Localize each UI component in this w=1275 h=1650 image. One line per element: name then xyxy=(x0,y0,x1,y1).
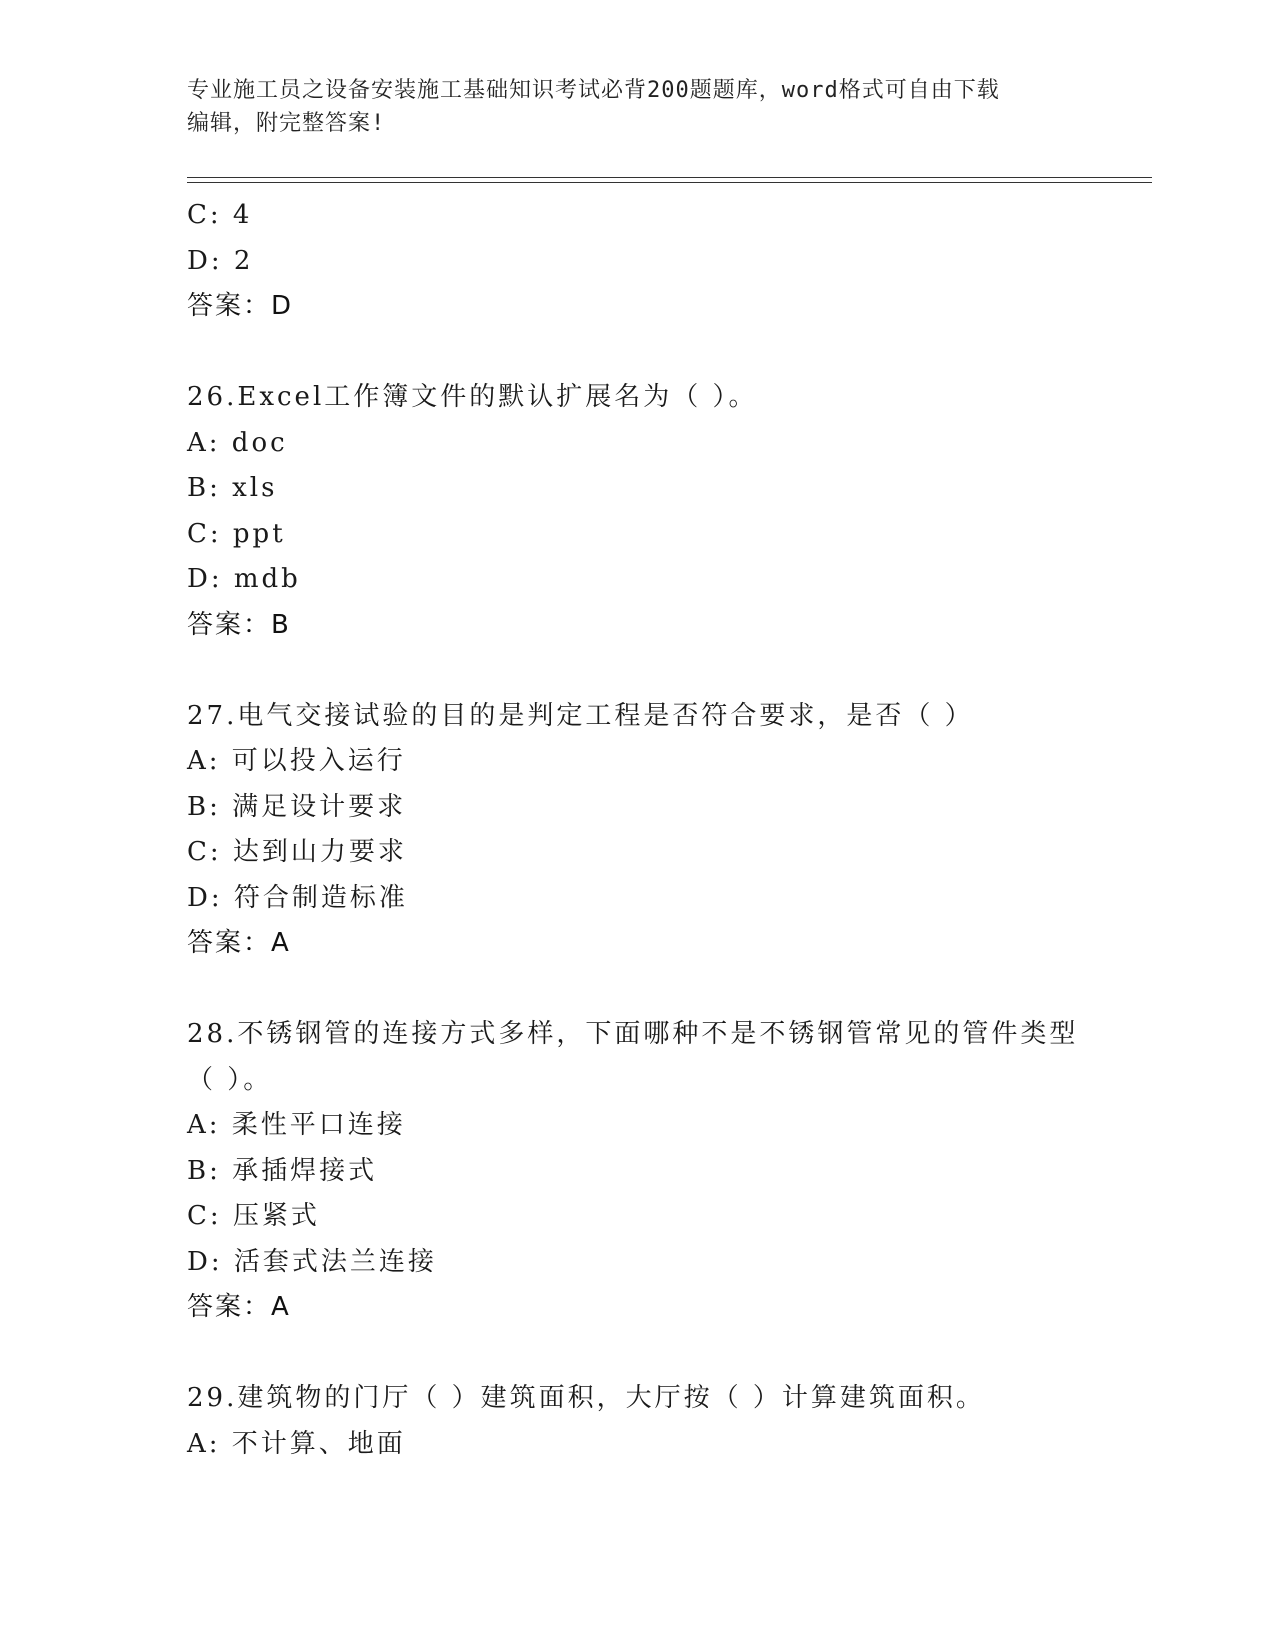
answer-line: 答案：D xyxy=(187,291,294,321)
header-divider-top xyxy=(187,177,1152,178)
question-stem-line-2: （ ）。 xyxy=(187,1064,273,1095)
spacer xyxy=(187,967,1152,1013)
option-d: D: mdb xyxy=(187,564,301,594)
question-stem: 27.电气交接试验的目的是判定工程是否符合要求，是否（ ） xyxy=(187,700,974,731)
question-28 xyxy=(187,1012,1152,1331)
header-divider-bottom xyxy=(187,182,1152,183)
question-stem-line-1: 28.不锈钢管的连接方式多样，下面哪种不是不锈钢管常见的管件类型 xyxy=(187,1019,1079,1049)
question-stem: 29.建筑物的门厅（ ）建筑面积，大厅按（ ）计算建筑面积。 xyxy=(187,1383,985,1413)
option-c: C: 4 xyxy=(187,200,253,230)
option-c: C: 达到山力要求 xyxy=(187,837,407,867)
document-header xyxy=(187,74,1087,140)
option-d: D: 活套式法兰连接 xyxy=(187,1246,437,1277)
option-a: A: doc xyxy=(187,427,288,458)
option-b: B: 承插焊接式 xyxy=(187,1155,378,1186)
option-c: C: 压紧式 xyxy=(187,1201,320,1231)
question-stem: 26.Excel工作簿文件的默认扩展名为（ ）。 xyxy=(187,382,758,412)
option-a: A: 可以投入运行 xyxy=(187,746,406,776)
spacer xyxy=(187,648,1152,694)
option-d: D: 2 xyxy=(187,245,254,276)
question-25-fragment xyxy=(187,193,1152,330)
question-list xyxy=(187,193,1152,1467)
option-b: B: 满足设计要求 xyxy=(187,791,407,822)
option-a: A: 柔性平口连接 xyxy=(187,1110,406,1140)
question-26 xyxy=(187,375,1152,648)
question-29 xyxy=(187,1376,1152,1467)
option-c: C: ppt xyxy=(187,518,286,549)
option-b: B: xls xyxy=(187,473,278,503)
answer-line: 答案：A xyxy=(187,1292,291,1322)
header-line-2: 编辑，附完整答案! xyxy=(187,111,386,136)
header-line-1: 专业施工员之设备安装施工基础知识考试必背200题题库，word格式可自由下载 xyxy=(187,78,1000,103)
spacer xyxy=(187,330,1152,376)
option-a: A: 不计算、地面 xyxy=(187,1428,406,1459)
answer-line: 答案：B xyxy=(187,609,291,640)
option-d: D: 符合制造标准 xyxy=(187,882,408,913)
spacer xyxy=(187,1331,1152,1377)
answer-line: 答案：A xyxy=(187,928,291,958)
question-27 xyxy=(187,694,1152,967)
